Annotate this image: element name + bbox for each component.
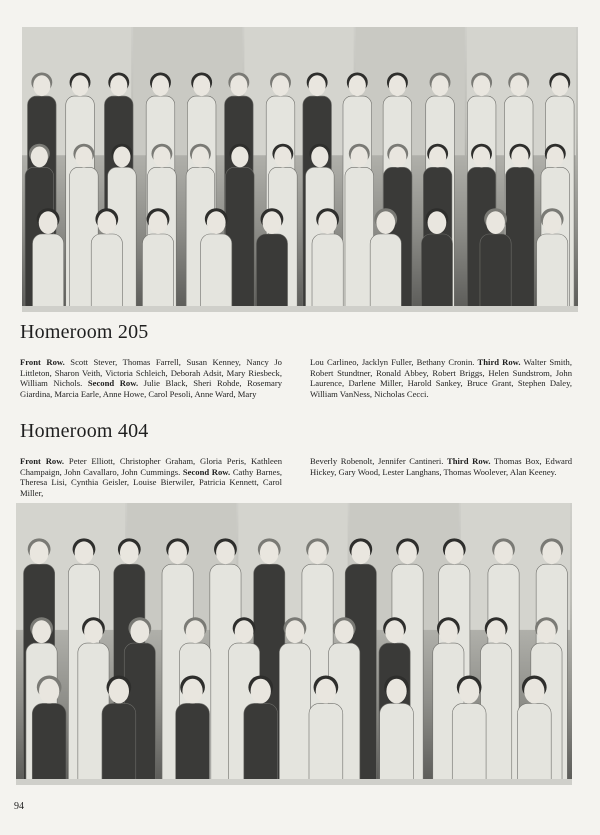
page-number: 94 <box>14 801 24 812</box>
row-names: Beverly Robenolt, Jennifer Cantineri. <box>310 456 448 466</box>
homeroom-205-class-photo <box>22 27 578 312</box>
section-title-homeroom-205: Homeroom 205 <box>20 321 149 343</box>
homeroom-205-caption <box>20 357 572 399</box>
homeroom-404-class-photo <box>16 503 572 785</box>
class-photo-art <box>22 27 578 312</box>
floor-strip <box>16 779 572 785</box>
row-label: Front Row. <box>20 456 65 466</box>
row-names: Thomas Box, Edward Hickey, Gary Wood, Lester Langhans, Thomas Woolever, Alan Keeney. <box>310 456 572 477</box>
row-names: Lou Carlineo, Jacklyn Fuller, Bethany Cronin. <box>310 357 478 367</box>
caption-right-column <box>310 456 572 498</box>
caption-left-column <box>20 357 282 399</box>
row-names: Peter Elliott, Christopher Graham, Gloria Peris, Kathleen Champaign, John Cavallaro, John Cummings. <box>20 456 282 477</box>
row-names: Cathy Barnes, Theresa Lisi, Cynthia Geisler, Louise Bierwiler, Patricia Kennett, Carol Miller, <box>20 466 282 498</box>
row-label: Second Row. <box>87 378 139 389</box>
caption-left-column <box>20 456 282 498</box>
row-label: Third Row. <box>447 456 491 466</box>
homeroom-404-caption <box>20 456 572 498</box>
section-title-homeroom-404: Homeroom 404 <box>20 420 149 442</box>
caption-right-column <box>310 357 572 399</box>
row-label: Second Row. <box>182 466 231 477</box>
row-label: Front Row. <box>20 357 65 367</box>
row-names: Walter Smith, Robert Stundtner, Ronald Abbey, Robert Briggs, Helen Sundstrom, John Laurence, Darlene Miller, Harold Sankey, Bruce Grant, Stephen Daley, William VanNess, Nicholas Cecci. <box>310 357 573 399</box>
floor-strip <box>22 306 578 312</box>
row-names: Julie Black, Sheri Rohde, Rosemary Giardina, Marcia Earle, Anne Howe, Carol Pesoli, Anne Ward, Mary <box>20 378 282 399</box>
wall-panel <box>244 27 353 155</box>
student-figure <box>345 144 374 312</box>
row-names: Scott Stever, Thomas Farrell, Susan Kenney, Nancy Jo Littleton, Sharon Veith, Victoria Schleich, Deborah Adsit, Mary Riesbeck, William Nichols. <box>20 357 282 389</box>
row-label: Third Row. <box>477 357 521 367</box>
class-photo-art <box>16 503 572 785</box>
